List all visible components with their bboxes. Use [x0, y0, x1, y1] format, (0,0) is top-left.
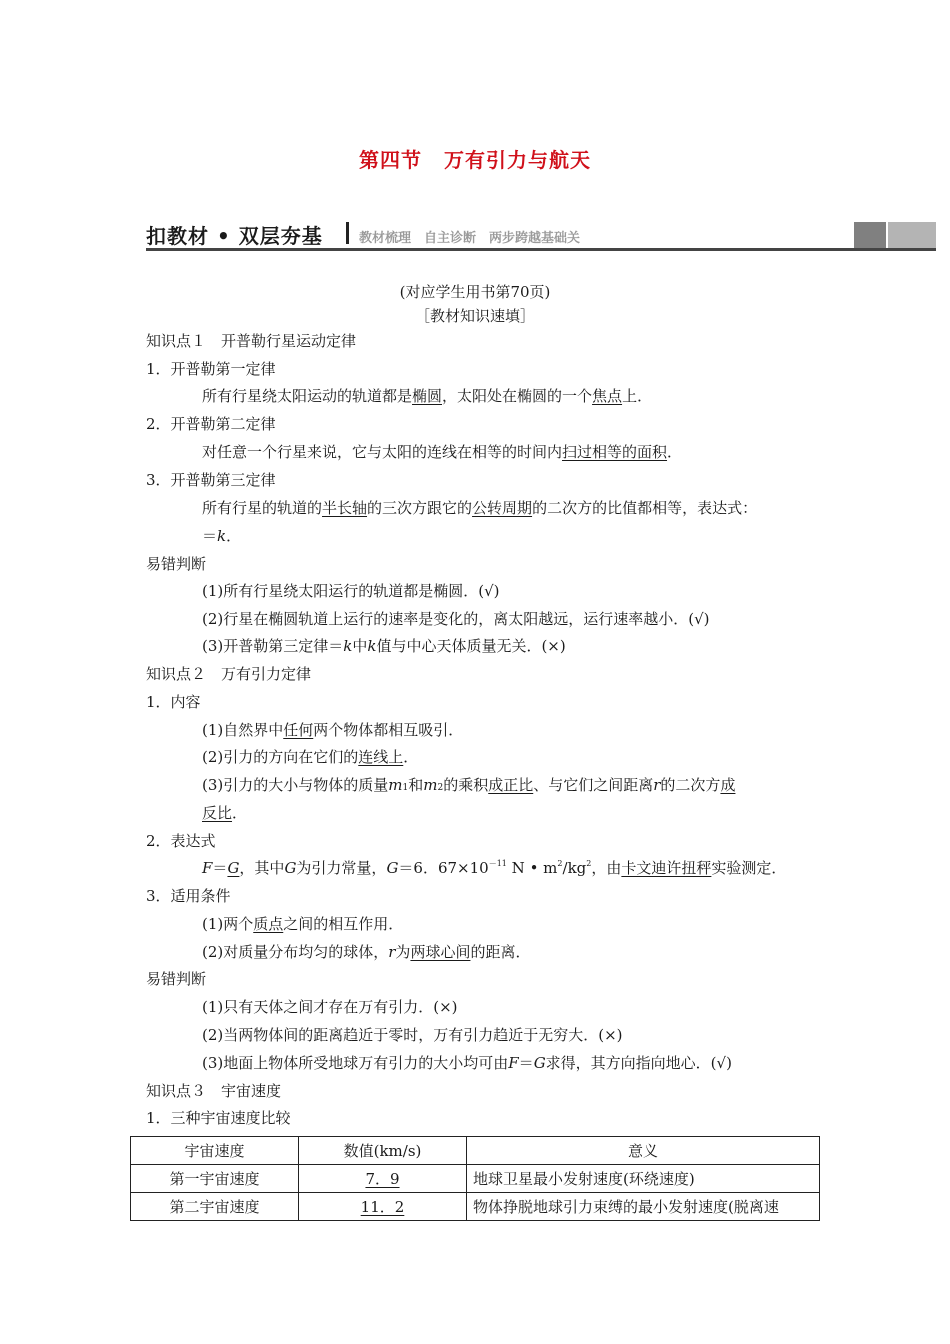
table-cell [299, 1193, 467, 1221]
banner-rule [146, 248, 936, 251]
cosmic-velocity-table [130, 1136, 820, 1221]
law1-heading: 1．开普勒第一定律 [146, 360, 276, 378]
answer-blank: 反比 [202, 804, 233, 822]
content-item-cont: 反比． [202, 804, 248, 822]
answer-blank: 连线上 [358, 748, 404, 766]
answer-blank: 质点 [253, 915, 284, 933]
answer-blank: 两球心间 [410, 943, 471, 961]
page-reference: (对应学生用书第70页) [399, 283, 551, 301]
judge-item: (2)行星在椭圆轨道上运行的速率是变化的，离太阳越远，运行速率越小．(√) [202, 610, 710, 628]
content-item: (3)引力的大小与物体的质量m1和m2的乘积成正比、与它们之间距离r的二次方成 [202, 776, 736, 794]
law3-heading: 3．开普勒第三定律 [146, 471, 276, 489]
table-cell: 第二宇宙速度 [131, 1193, 299, 1221]
banner-title: 扣教材 • 双层夯基 [146, 224, 323, 248]
answer-blank: 公转周期 [472, 499, 533, 517]
banner-dark-block [854, 222, 886, 248]
page-title: 第四节 万有引力与航天 [359, 148, 591, 172]
banner-subtitle: 教材梳理 自主诊断 两步跨越基础关 [359, 231, 581, 246]
judge-item: (3)开普勒第三定律＝k中k值与中心天体质量无关．(×) [202, 637, 566, 655]
judge-item: (1)只有天体之间才存在万有引力．(×) [202, 998, 458, 1016]
answer-blank: 椭圆 [412, 387, 443, 405]
table-header: 意义 [467, 1137, 820, 1165]
content-item: (1)自然界中任何两个物体都相互吸引． [202, 721, 464, 739]
kp2-heading: 知识点２ 万有引力定律 [146, 665, 312, 683]
table-cell: 第一宇宙速度 [131, 1165, 299, 1193]
judge-item: (3)地面上物体所受地球万有引力的大小均可由F＝G求得，其方向指向地心．(√) [202, 1054, 732, 1072]
law2-text: 对任意一个行星来说，它与太阳的连线在相等的时间内扫过相等的面积． [202, 443, 683, 461]
kp1-heading: 知识点１ 开普勒行星运动定律 [146, 332, 357, 350]
answer-blank: 11．2 [360, 1197, 405, 1216]
answer-blank: 扫过相等的面积 [562, 443, 668, 461]
table-cell: 物体挣脱地球引力束缚的最小发射速度(脱离速 [467, 1193, 820, 1221]
banner-divider [346, 222, 349, 244]
cond-heading: 3．适用条件 [146, 887, 231, 905]
content-heading: 1．内容 [146, 693, 201, 711]
content-item: (2)引力的方向在它们的连线上． [202, 748, 419, 766]
answer-blank: 半长轴 [322, 499, 368, 517]
table-header: 数值(km/s) [299, 1137, 467, 1165]
kp3-heading: 知识点３ 宇宙速度 [146, 1082, 282, 1100]
judge-heading: 易错判断 [146, 555, 207, 573]
law1-text: 所有行星绕太阳运动的轨道都是椭圆，太阳处在椭圆的一个焦点上． [202, 387, 653, 405]
answer-blank: 卡文迪许扭秤 [621, 859, 712, 877]
expr-text: F＝G，其中G为引力常量，G＝6．$67\times 10^{-11}$ N • $m^2/kg^2$，由卡文迪许扭秤实验测定． [202, 859, 787, 877]
table-row [131, 1165, 820, 1193]
answer-blank: 任何 [283, 721, 314, 739]
banner-light-block [888, 222, 936, 248]
section-label: ［教材知识速填］ [414, 307, 535, 325]
table-header: 宇宙速度 [131, 1137, 299, 1165]
law3-text: 所有行星的轨道的半长轴的三次方跟它的公转周期的二次方的比值都相等，表达式： [202, 499, 758, 517]
table-cell [299, 1165, 467, 1193]
table-header-row [131, 1137, 820, 1165]
cond-item: (2)对质量分布均匀的球体，r为两球心间的距离． [202, 943, 531, 961]
expr-heading: 2．表达式 [146, 832, 216, 850]
table-row [131, 1193, 820, 1221]
answer-blank: 成 [720, 776, 736, 794]
answer-blank: 成正比 [488, 776, 534, 794]
answer-blank: 7．9 [365, 1169, 400, 1188]
judge-item: (2)当两物体间的距离趋近于零时，万有引力趋近于无穷大．(×) [202, 1026, 623, 1044]
judge-item: (1)所有行星绕太阳运行的轨道都是椭圆．(√) [202, 582, 500, 600]
table-cell: 地球卫星最小发射速度(环绕速度) [467, 1165, 820, 1193]
cond-item: (1)两个质点之间的相互作用． [202, 915, 404, 933]
section-banner [146, 218, 936, 252]
law2-heading: 2．开普勒第二定律 [146, 415, 276, 433]
compare-heading: 1．三种宇宙速度比较 [146, 1109, 291, 1127]
judge-heading: 易错判断 [146, 970, 207, 988]
law3-formula: ＝k． [202, 527, 242, 545]
answer-blank: 焦点 [592, 387, 623, 405]
